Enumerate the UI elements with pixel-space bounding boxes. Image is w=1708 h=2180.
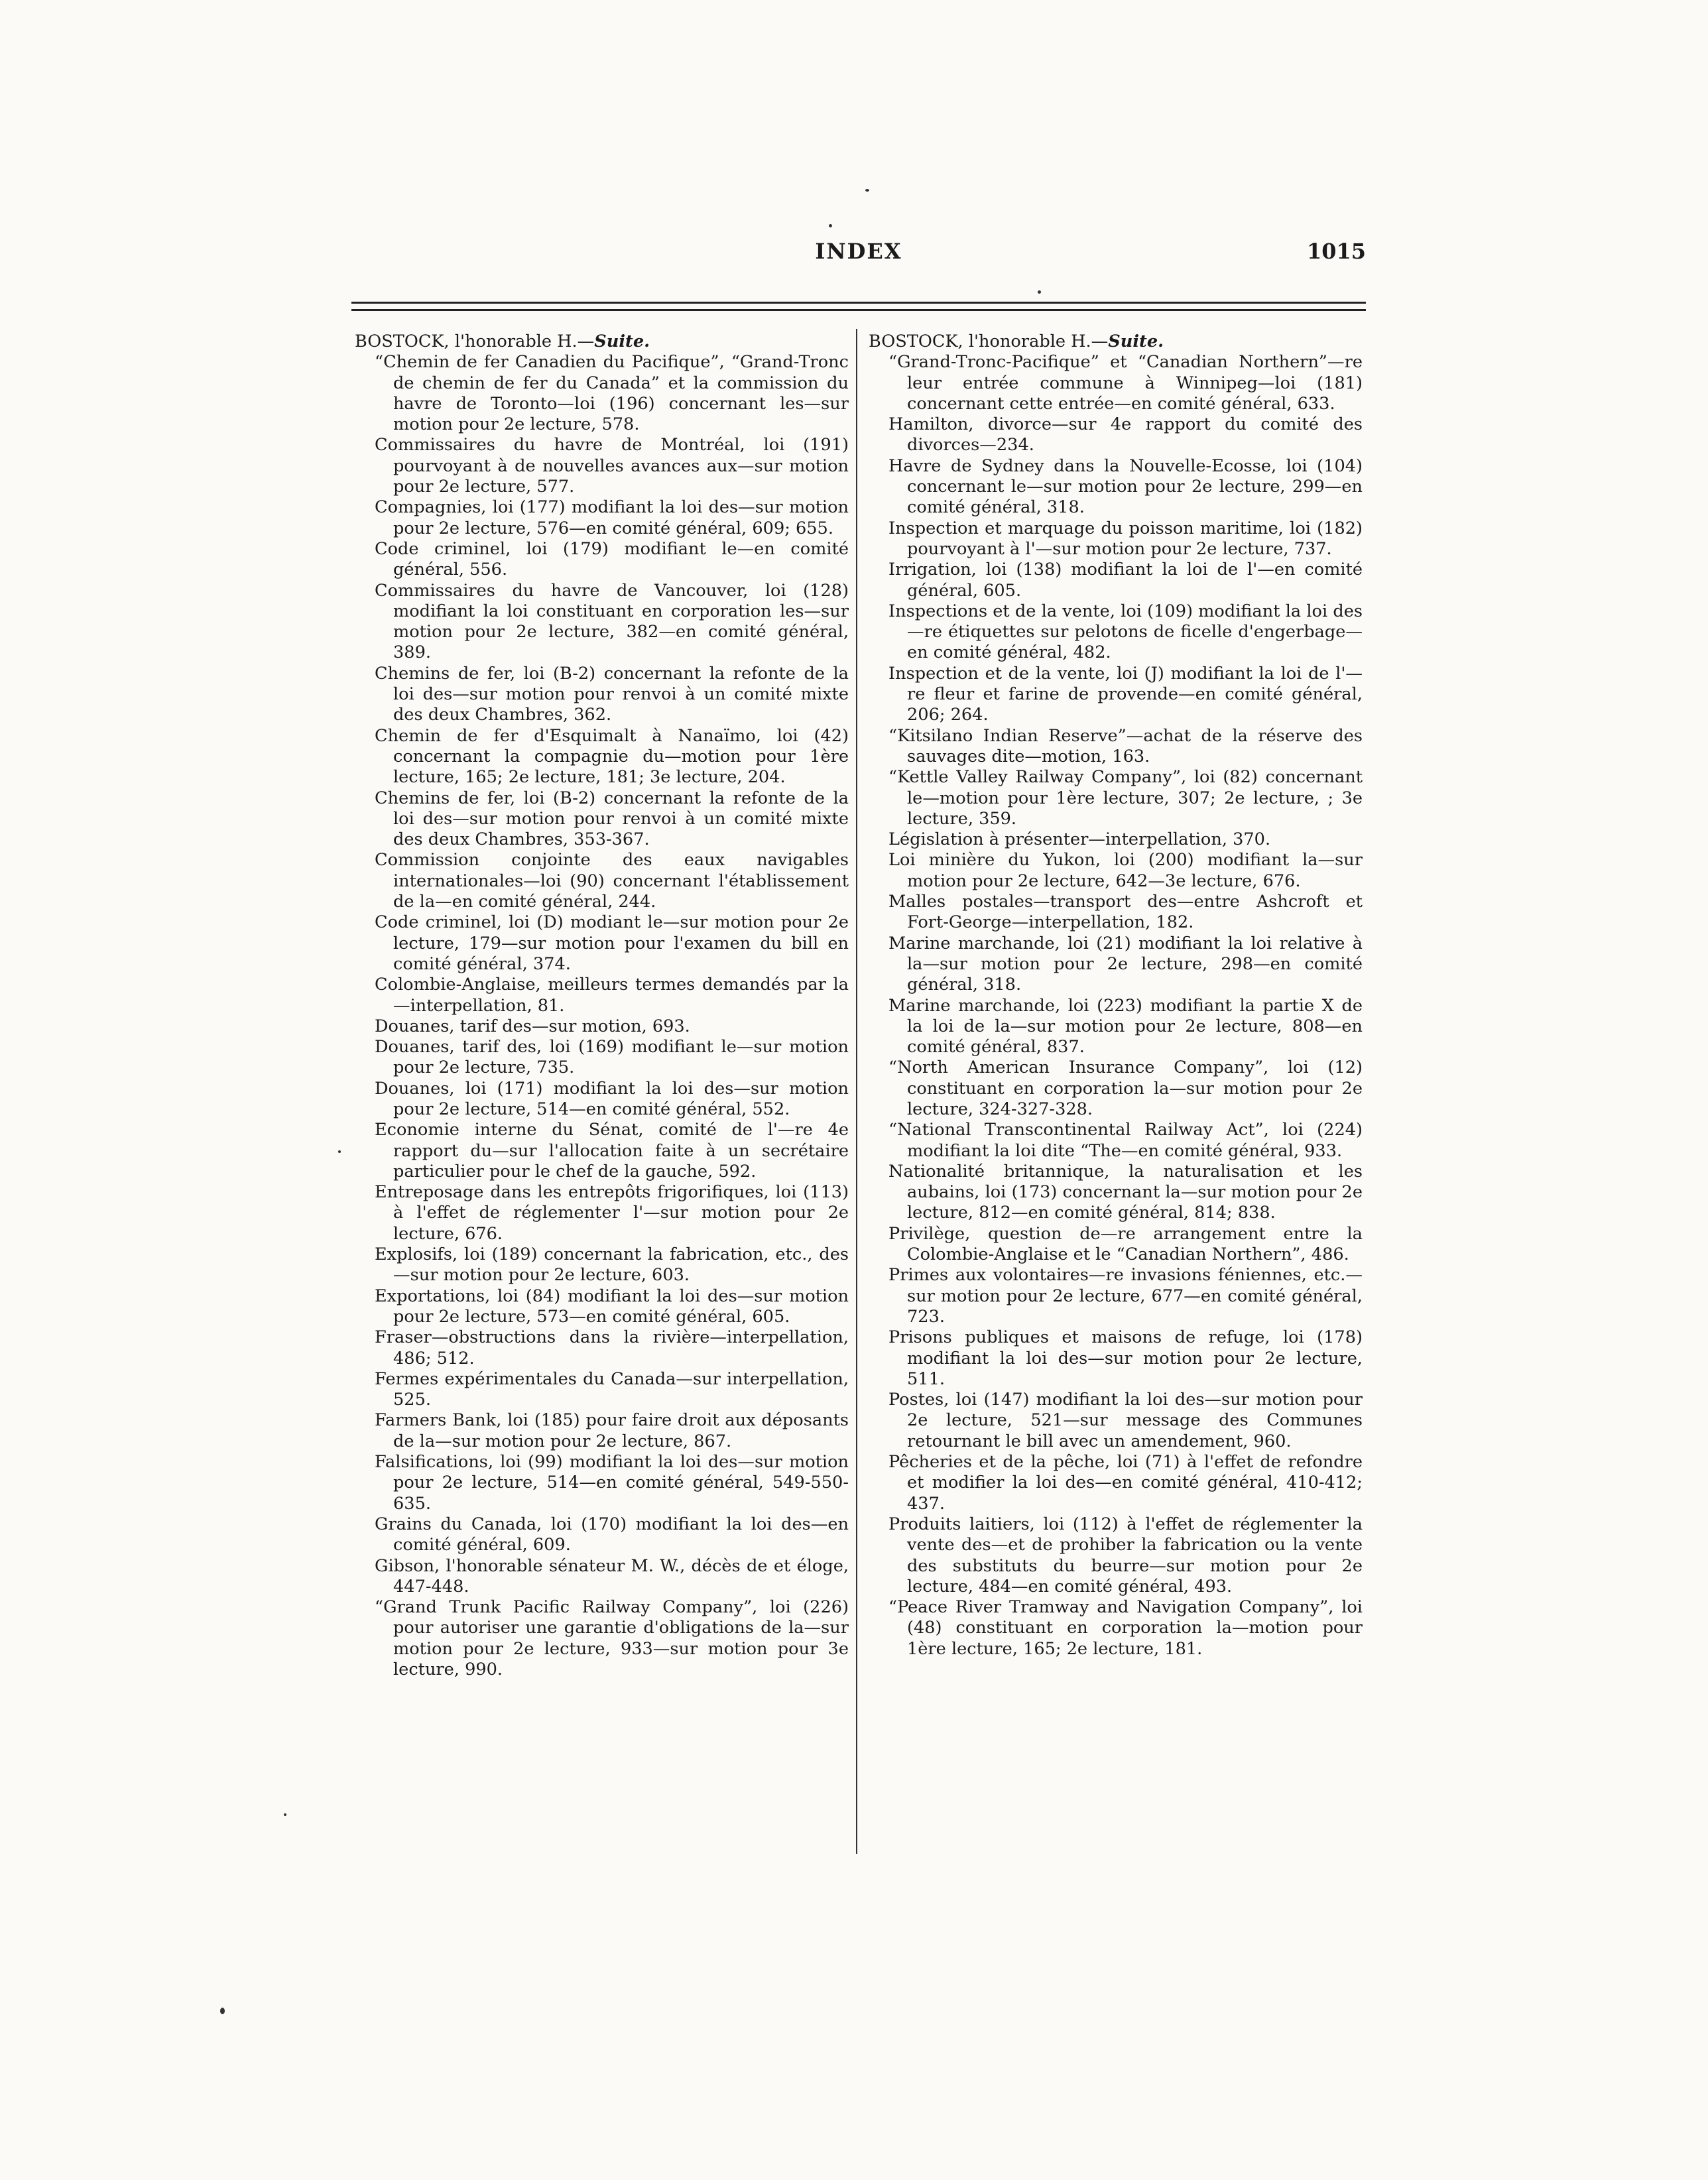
right-column-heading	[869, 332, 1363, 352]
index-entry: “Grand-Tronc-Pacifique” et “Canadian Northern”—re leur entrée commune à Winnipeg—loi (181) concernant cette entrée—en comité général, 633.	[888, 352, 1363, 414]
index-entry: Grains du Canada, loi (170) modifiant la loi des—en comité général, 609.	[375, 1514, 849, 1555]
index-entry: Code criminel, loi (179) modifiant le—en comité général, 556.	[375, 538, 849, 580]
index-entry: Gibson, l'honorable sénateur M. W., décès de et éloge, 447-448.	[375, 1555, 849, 1597]
index-entry: “Kitsilano Indian Reserve”—achat de la réserve des sauvages dite—motion, 163.	[888, 725, 1363, 766]
index-entry: Falsifications, loi (99) modifiant la loi des—sur motion pour 2e lecture, 514—en comité général, 549-550-635.	[375, 1452, 849, 1514]
index-entry: Exportations, loi (84) modifiant la loi des—sur motion pour 2e lecture, 573—en comité général, 605.	[375, 1286, 849, 1327]
page-number: 1015	[1306, 239, 1366, 264]
index-entry: Farmers Bank, loi (185) pour faire droit aux déposants de la—sur motion pour 2e lecture, 867.	[375, 1410, 849, 1451]
index-entry: Malles postales—transport des—entre Ashcroft et Fort-George—interpellation, 182.	[888, 892, 1363, 933]
index-entry: Commissaires du havre de Vancouver, loi (128) modifiant la loi constituant en corporation les—sur motion pour 2e lecture, 382—en comité général, 389.	[375, 580, 849, 663]
heading-suite: Suite.	[594, 332, 650, 351]
index-entry: Marine marchande, loi (21) modifiant la loi relative à la—sur motion pour 2e lecture, 298—en comité général, 318.	[888, 933, 1363, 995]
index-entry: Postes, loi (147) modifiant la loi des—sur motion pour 2e lecture, 521—sur message des Communes retournant le bill avec un amendement, 960.	[888, 1390, 1363, 1451]
index-entry: Douanes, tarif des—sur motion, 693.	[375, 1016, 690, 1036]
index-entry: Irrigation, loi (138) modifiant la loi de l'—en comité général, 605.	[888, 560, 1363, 601]
heading-name: BOSTOCK, l'honorable H.—	[355, 332, 595, 351]
right-column	[869, 332, 1363, 1660]
scan-speck	[829, 224, 832, 227]
index-entry: Chemins de fer, loi (B-2) concernant la refonte de la loi des—sur motion pour renvoi à un comité mixte des deux Chambres, 362.	[375, 663, 849, 725]
index-entry: “Chemin de fer Canadien du Pacifique”, “Grand-Tronc de chemin de fer du Canada” et la commission du havre de Toronto—loi (196) concernant les—sur motion pour 2e lecture, 578.	[375, 352, 849, 435]
scan-speck	[865, 189, 869, 192]
index-entry: Chemin de fer d'Esquimalt à Nanaïmo, loi (42) concernant la compagnie du—motion pour 1ère lecture, 165; 2e lecture, 181; 3e lecture, 204.	[375, 725, 849, 788]
index-entry: Douanes, loi (171) modifiant la loi des—sur motion pour 2e lecture, 514—en comité général, 552.	[375, 1078, 849, 1119]
index-entry: Economie interne du Sénat, comité de l'—re 4e rapport du—sur l'allocation faite à un secrétaire particulier pour le chef de la gauche, 592.	[375, 1120, 849, 1181]
index-entry: Législation à présenter—interpellation, 370.	[888, 829, 1271, 850]
index-entry: Explosifs, loi (189) concernant la fabrication, etc., des—sur motion pour 2e lecture, 603.	[375, 1244, 849, 1286]
column-divider	[856, 329, 857, 1854]
page-header	[351, 239, 1366, 278]
header-rule-top	[351, 302, 1366, 304]
scan-speck	[220, 2008, 225, 2014]
index-entry: Inspection et de la vente, loi (J) modifiant la loi de l'—re fleur et farine de provende—en comité général, 206; 264.	[888, 663, 1363, 725]
header-rule-bottom	[351, 309, 1366, 311]
index-entry: “Kettle Valley Railway Company”, loi (82) concernant le—motion pour 1ère lecture, 307; 2e lecture, ; 3e lecture, 359.	[888, 767, 1363, 829]
left-column-heading	[355, 332, 849, 352]
index-entry: Havre de Sydney dans la Nouvelle-Ecosse, loi (104) concernant le—sur motion pour 2e lecture, 299—en comité général, 318.	[888, 455, 1363, 518]
index-entry: Inspection et marquage du poisson maritime, loi (182) pourvoyant à l'—sur motion pour 2e lecture, 737.	[888, 518, 1363, 559]
index-entry: Nationalité britannique, la naturalisation et les aubains, loi (173) concernant la—sur motion pour 2e lecture, 812—en comité général, 814; 838.	[888, 1161, 1363, 1223]
index-entry: Entreposage dans les entrepôts frigorifiques, loi (113) à l'effet de réglementer l'—sur motion pour 2e lecture, 676.	[375, 1182, 849, 1244]
index-entry: Privilège, question de—re arrangement entre la Colombie-Anglaise et le “Canadian Northern”, 486.	[888, 1223, 1363, 1265]
index-entry: Douanes, tarif des, loi (169) modifiant le—sur motion pour 2e lecture, 735.	[375, 1037, 849, 1078]
index-entry: Fraser—obstructions dans la rivière—interpellation, 486; 512.	[375, 1327, 849, 1368]
index-entry: Code criminel, loi (D) modiant le—sur motion pour 2e lecture, 179—sur motion pour l'examen du bill en comité général, 374.	[375, 912, 849, 974]
index-entry: Produits laitiers, loi (112) à l'effet de réglementer la vente des—et de prohiber la fabrication ou la vente des substituts du beurre—sur motion pour 2e lecture, 484—en comité général, 493.	[888, 1514, 1363, 1597]
index-entry: Hamilton, divorce—sur 4e rapport du comité des divorces—234.	[888, 414, 1363, 455]
index-entry: “National Transcontinental Railway Act”, loi (224) modifiant la loi dite “The—en comité général, 933.	[888, 1120, 1363, 1161]
scan-speck	[338, 1150, 341, 1153]
index-entry: Fermes expérimentales du Canada—sur interpellation, 525.	[375, 1368, 849, 1410]
heading-name: BOSTOCK, l'honorable H.—	[869, 332, 1109, 351]
index-entry: Pêcheries et de la pêche, loi (71) à l'effet de refondre et modifier la loi des—en comité général, 410-412; 437.	[888, 1452, 1363, 1514]
index-entry: Marine marchande, loi (223) modifiant la partie X de la loi de la—sur motion pour 2e lecture, 808—en comité général, 837.	[888, 995, 1363, 1058]
index-entry: Commissaires du havre de Montréal, loi (191) pourvoyant à de nouvelles avances aux—sur motion pour 2e lecture, 577.	[375, 435, 849, 497]
heading-suite: Suite.	[1108, 332, 1164, 351]
index-entry: Compagnies, loi (177) modifiant la loi des—sur motion pour 2e lecture, 576—en comité général, 609; 655.	[375, 497, 849, 538]
index-entry: “Grand Trunk Pacific Railway Company”, loi (226) pour autoriser une garantie d'obligations de la—sur motion pour 2e lecture, 933—sur motion pour 3e lecture, 990.	[375, 1597, 849, 1679]
index-entry: Inspections et de la vente, loi (109) modifiant la loi des—re étiquettes sur pelotons de ficelle d'engerbage—en comité général, 482.	[888, 601, 1363, 663]
index-entry: Commission conjointe des eaux navigables internationales—loi (90) concernant l'établissement de la—en comité général, 244.	[375, 850, 849, 912]
index-entry: Colombie-Anglaise, meilleurs termes demandés par la—interpellation, 81.	[375, 975, 849, 1016]
left-column	[355, 332, 849, 1680]
scan-speck	[1038, 290, 1041, 294]
page-title: INDEX	[815, 239, 902, 264]
index-entry: Prisons publiques et maisons de refuge, loi (178) modifiant la loi des—sur motion pour 2e lecture, 511.	[888, 1327, 1363, 1389]
scan-speck	[284, 1813, 286, 1816]
index-entry: Loi minière du Yukon, loi (200) modifiant la—sur motion pour 2e lecture, 642—3e lecture, 676.	[888, 850, 1363, 891]
index-entry: Primes aux volontaires—re invasions féniennes, etc.—sur motion pour 2e lecture, 677—en comité général, 723.	[888, 1265, 1363, 1327]
index-entry: “North American Insurance Company”, loi (12) constituant en corporation la—sur motion pour 2e lecture, 324-327-328.	[888, 1058, 1363, 1119]
index-entry: Chemins de fer, loi (B-2) concernant la refonte de la loi des—sur motion pour renvoi à un comité mixte des deux Chambres, 353-367.	[375, 788, 849, 850]
index-entry: “Peace River Tramway and Navigation Company”, loi (48) constituant en corporation la—motion pour 1ère lecture, 165; 2e lecture, 181.	[888, 1597, 1363, 1659]
